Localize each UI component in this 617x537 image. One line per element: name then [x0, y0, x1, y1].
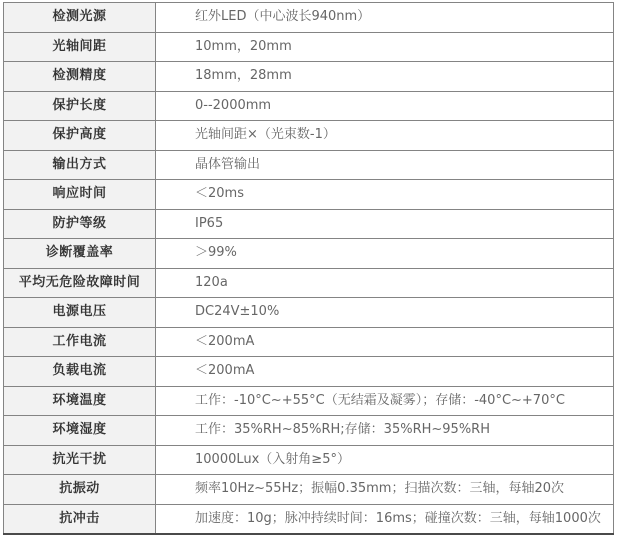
spec-label-cell: 诊断覆盖率	[4, 239, 156, 269]
table-row	[4, 416, 614, 446]
spec-value-cell: ＜20ms	[156, 180, 614, 210]
table-row	[4, 150, 614, 180]
spec-label-cell: 工作电流	[4, 327, 156, 357]
spec-label-cell: 光轴间距	[4, 32, 156, 62]
spec-value-cell: 10000Lux（入射角≥5°）	[156, 445, 614, 475]
spec-value-cell: 18mm，28mm	[156, 62, 614, 92]
spec-value-cell: 红外LED（中心波长940nm）	[156, 3, 614, 33]
table-row	[4, 386, 614, 416]
table-row	[4, 268, 614, 298]
spec-label-cell: 环境温度	[4, 386, 156, 416]
table-row	[4, 298, 614, 328]
spec-label-cell: 环境湿度	[4, 416, 156, 446]
table-row	[4, 239, 614, 269]
spec-label-cell: 检测精度	[4, 62, 156, 92]
spec-value-cell: ＜200mA	[156, 357, 614, 387]
spec-label-cell: 平均无危险故障时间	[4, 268, 156, 298]
table-row	[4, 91, 614, 121]
spec-value-cell: 晶体管输出	[156, 150, 614, 180]
table-row	[4, 180, 614, 210]
table-row	[4, 121, 614, 151]
spec-label-cell: 保护高度	[4, 121, 156, 151]
spec-table	[3, 2, 614, 535]
spec-value-cell: 工作：-10°C~+55°C（无结霜及凝雾）；存储：-40°C~+70°C	[156, 386, 614, 416]
spec-value-cell: IP65	[156, 209, 614, 239]
spec-value-cell: ＞99%	[156, 239, 614, 269]
spec-label-cell: 电源电压	[4, 298, 156, 328]
table-row	[4, 3, 614, 33]
spec-label-cell: 输出方式	[4, 150, 156, 180]
table-row	[4, 357, 614, 387]
spec-value-cell: 10mm，20mm	[156, 32, 614, 62]
spec-label-cell: 响应时间	[4, 180, 156, 210]
spec-label-cell: 保护长度	[4, 91, 156, 121]
spec-value-cell: 0--2000mm	[156, 91, 614, 121]
spec-value-cell: 加速度：10g；脉冲持续时间：16ms；碰撞次数：三轴，每轴1000次	[156, 504, 614, 534]
spec-value-cell: 频率10Hz~55Hz；振幅0.35mm；扫描次数：三轴，每轴20次	[156, 475, 614, 505]
spec-value-cell: 工作：35%RH~85%RH;存储：35%RH~95%RH	[156, 416, 614, 446]
spec-label-cell: 负载电流	[4, 357, 156, 387]
spec-label-cell: 抗光干扰	[4, 445, 156, 475]
table-row	[4, 62, 614, 92]
spec-label-cell: 检测光源	[4, 3, 156, 33]
spec-table-body	[4, 3, 614, 534]
spec-label-cell: 防护等级	[4, 209, 156, 239]
spec-value-cell: 120a	[156, 268, 614, 298]
table-row	[4, 327, 614, 357]
table-row	[4, 32, 614, 62]
table-row	[4, 504, 614, 534]
spec-label-cell: 抗冲击	[4, 504, 156, 534]
spec-label-cell: 抗振动	[4, 475, 156, 505]
spec-value-cell: ＜200mA	[156, 327, 614, 357]
spec-value-cell: 光轴间距×（光束数-1）	[156, 121, 614, 151]
table-row	[4, 475, 614, 505]
table-row	[4, 445, 614, 475]
spec-value-cell: DC24V±10%	[156, 298, 614, 328]
table-row	[4, 209, 614, 239]
